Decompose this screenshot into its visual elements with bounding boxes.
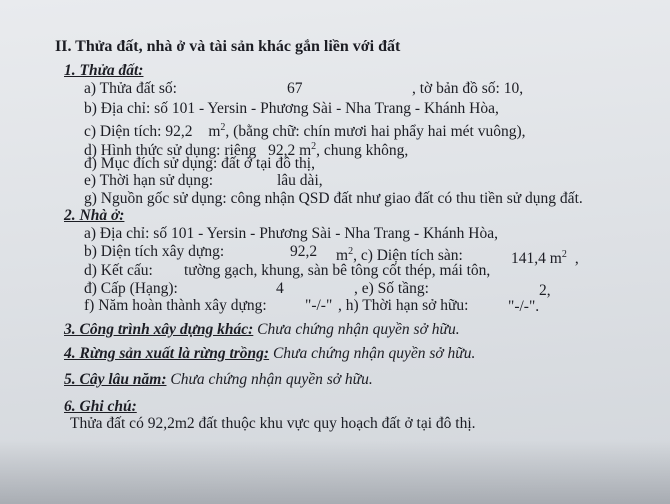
floor-area-tail: , [574, 250, 579, 268]
structure-label: d) Kết cấu: [84, 262, 153, 279]
area-label: c) Diện tích: 92,2 [84, 123, 193, 141]
area-unit: m [208, 123, 221, 141]
notes-value: Thửa đất có 92,2m2 đất thuộc khu vực quy hoạch đất ở tại đô thị. [70, 415, 476, 432]
land-purpose: đ) Mục đích sử dụng: đất ở tại đô thị, [84, 155, 315, 172]
other-works-heading: 3. Công trình xây dựng khác: [64, 321, 254, 338]
other-works-row [64, 321, 460, 339]
forest-row [64, 345, 475, 363]
build-area-unit: m [336, 247, 349, 265]
usage-form-unit: m [295, 142, 312, 160]
forest-value: Chưa chứng nhận quyền sở hữu. [269, 345, 476, 362]
perennial-heading: 5. Cây lâu năm: [64, 371, 167, 388]
land-heading [64, 62, 143, 80]
lot-label: a) Thửa đất số: [84, 80, 177, 97]
floor-area-row [511, 246, 579, 268]
land-address: b) Địa chỉ: số 101 - Yersin - Phương Sài - Nha Trang - Khánh Hòa, [84, 100, 499, 117]
area-unit-exponent: 2 [220, 122, 226, 133]
notes-heading-text: 6. Ghi chú: [64, 398, 137, 415]
build-area-unit-exponent: 2 [348, 246, 354, 257]
forest-heading: 4. Rừng sản xuất là rừng trồng: [64, 345, 270, 362]
usage-form-unit-exponent: 2 [311, 141, 317, 152]
floor-area-label: , c) Diện tích sàn: [353, 247, 463, 265]
grade-label: đ) Cấp (Hạng): [84, 280, 178, 297]
usage-form-value: 92,2 [268, 142, 296, 160]
floor-area-unit-exponent: 2 [561, 249, 567, 260]
house-address: a) Địa chỉ: số 101 - Yersin - Phương Sài - Nha Trang - Khánh Hòa, [84, 225, 498, 242]
notes-heading [64, 398, 137, 416]
build-area-label: b) Diện tích xây dựng: [84, 243, 225, 260]
completion-label: f) Năm hoàn thành xây dựng: [84, 297, 267, 314]
ownership-term-label: , h) Thời hạn sở hữu: [338, 297, 469, 314]
paper-shadow [0, 440, 670, 504]
grade-value: 4 [276, 280, 284, 297]
floors-value: 2, [539, 282, 551, 299]
area-words: , (bằng chữ: chín mươi hai phẩy hai mét vuông), [225, 123, 526, 141]
map-sheet: , tờ bản đồ số: 10, [412, 80, 524, 97]
land-heading-text: 1. Thửa đất: [64, 62, 144, 79]
term-value: lâu dài, [277, 172, 323, 189]
completion-value: "-/-" [305, 297, 333, 314]
term-label: e) Thời hạn sử dụng: [84, 172, 214, 189]
house-heading-text: 2. Nhà ở: [64, 207, 125, 224]
floors-label: , e) Số tầng: [354, 280, 429, 297]
floor-area-value: 141,4 m [511, 250, 562, 268]
usage-form-rest: , chung không, [316, 142, 409, 160]
land-lot-row [84, 80, 177, 98]
build-area-value: 92,2 [290, 243, 318, 260]
other-works-value: Chưa chứng nhận quyền sở hữu. [253, 321, 460, 338]
section-title: II. Thửa đất, nhà ở và tài sản khác gắn liền với đất [55, 38, 401, 55]
ownership-term-value: "-/-". [508, 298, 540, 315]
perennial-value: Chưa chứng nhận quyền sở hữu. [166, 371, 373, 388]
lot-value: 67 [287, 80, 303, 97]
house-heading [64, 207, 124, 225]
structure-value: tường gạch, khung, sàn bê tông cốt thép, mái tôn, [184, 262, 491, 279]
land-origin: g) Nguồn gốc sử dụng: công nhận QSD đất như giao đất có thu tiền sử dụng đất. [84, 190, 583, 207]
perennial-row [64, 371, 373, 389]
usage-form-label: d) Hình thức sử dụng: riêng [84, 142, 257, 160]
